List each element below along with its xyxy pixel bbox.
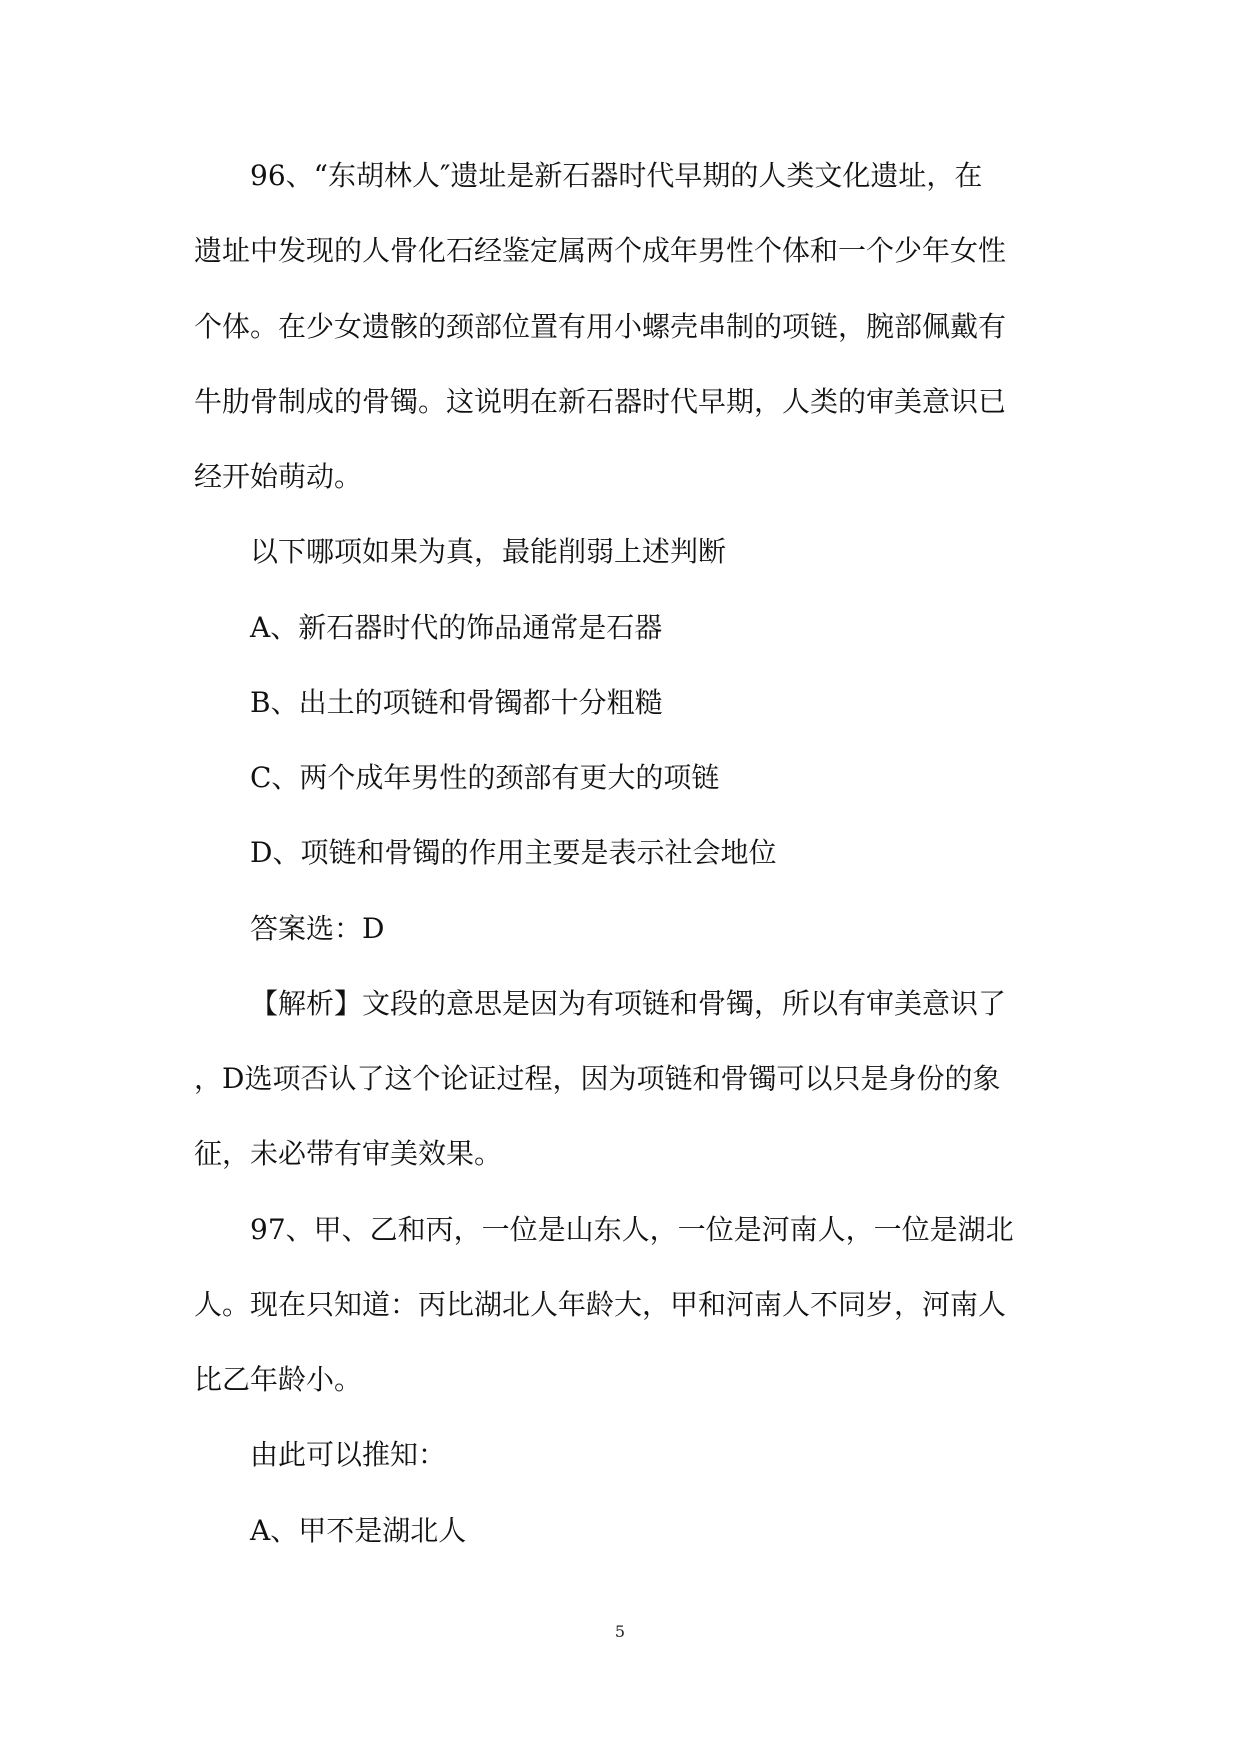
- q96-question-prompt: 以下哪项如果为真，最能削弱上述判断: [250, 535, 727, 568]
- q96-answer: 答案选：D: [250, 912, 385, 945]
- q96-option-b: B、出土的项链和骨镯都十分粗糙: [250, 686, 663, 719]
- q96-analysis-line-3: 征，未必带有审美效果。: [194, 1137, 503, 1170]
- q97-question-prompt: 由此可以推知：: [250, 1438, 447, 1471]
- q96-analysis-line-2: ，D选项否认了这个论证过程，因为项链和骨镯可以只是身份的象: [194, 1062, 1001, 1095]
- q97-paragraph-line-1: 97、甲、乙和丙，一位是山东人，一位是河南人，一位是湖北: [250, 1213, 1014, 1246]
- q96-option-a: A、新石器时代的饰品通常是石器: [250, 611, 663, 644]
- q96-paragraph-line-5: 经开始萌动。: [194, 460, 363, 493]
- q97-paragraph-line-3: 比乙年龄小。: [194, 1363, 363, 1396]
- q96-analysis-line-1: 【解析】文段的意思是因为有项链和骨镯，所以有审美意识了: [250, 987, 1007, 1020]
- q96-paragraph-line-4: 牛肋骨制成的骨镯。这说明在新石器时代早期，人类的审美意识已: [194, 385, 1007, 418]
- page-number: 5: [614, 1622, 626, 1641]
- q96-paragraph-line-3: 个体。在少女遗骸的颈部位置有用小螺壳串制的项链，腕部佩戴有: [194, 310, 1007, 343]
- q96-paragraph-line-1: 96、“东胡林人″遗址是新石器时代早期的人类文化遗址，在: [250, 159, 983, 192]
- q96-option-d: D、项链和骨镯的作用主要是表示社会地位: [250, 836, 777, 869]
- q96-option-c: C、两个成年男性的颈部有更大的项链: [250, 761, 720, 794]
- q97-option-a: A、甲不是湖北人: [250, 1514, 467, 1547]
- q96-paragraph-line-2: 遗址中发现的人骨化石经鉴定属两个成年男性个体和一个少年女性: [194, 234, 1007, 267]
- q97-paragraph-line-2: 人。现在只知道：丙比湖北人年龄大，甲和河南人不同岁，河南人: [194, 1288, 1007, 1321]
